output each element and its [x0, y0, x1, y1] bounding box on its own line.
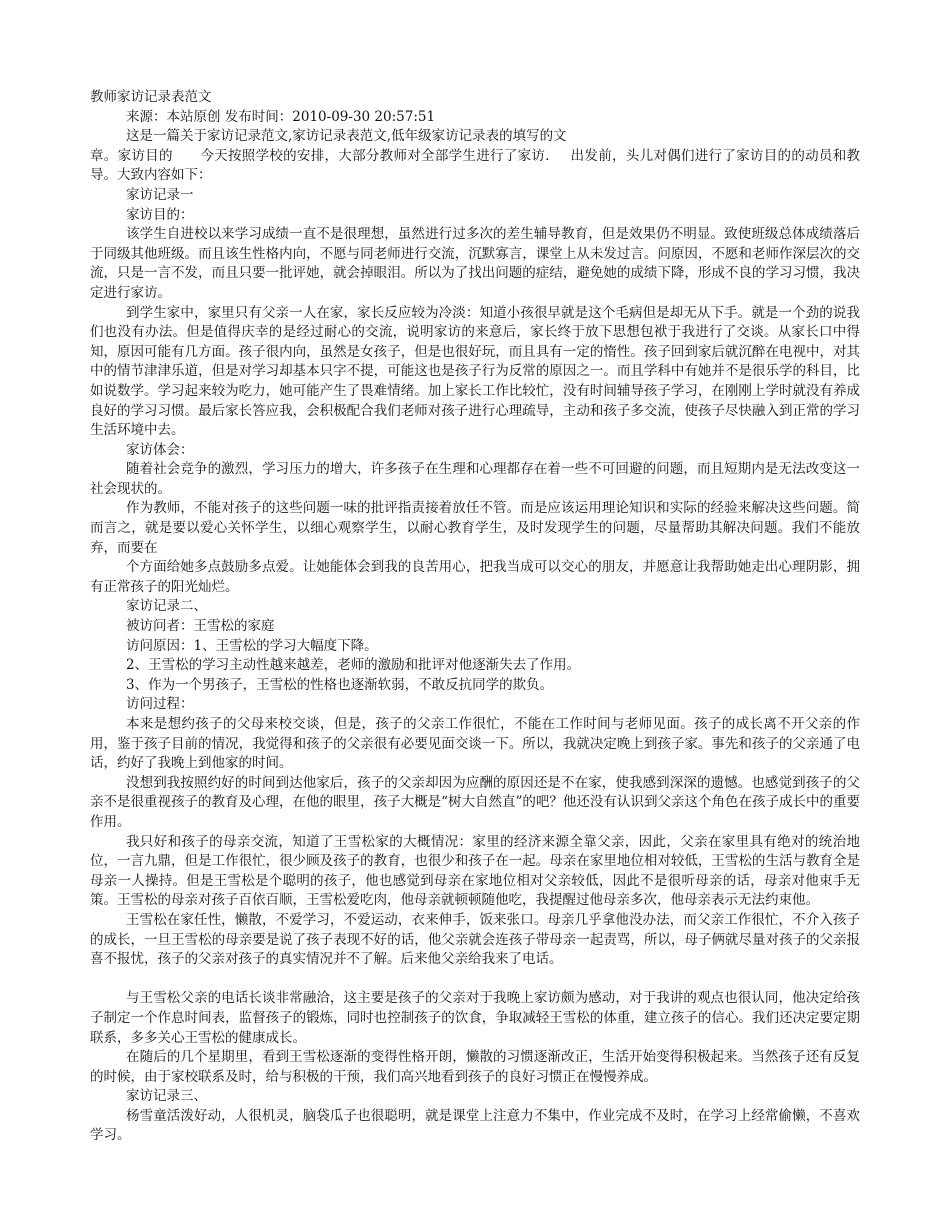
paragraph: 访问原因：1、王雪松的学习大幅度下降。 — [126, 637, 378, 654]
paragraph: 个方面给她多点鼓励多点爱。让她能体会到我的良苦用心，把我当成可以交心的朋友，并愿意让我帮助她走出心理阴影，拥有正常孩子的阳光灿烂。 — [90, 559, 860, 595]
subheading: 家访体会： — [126, 441, 194, 458]
paragraph: 章。家访目的 今天按照学校的安排，大部分教师对全部学生进行了家访． 出发前，头儿对偶们进行了家访目的的动员和教导。大致内容如下： — [90, 147, 860, 184]
paragraph: 本来是想约孩子的父母来校交谈，但是，孩子的父亲工作很忙，不能在工作时间与老师见面。孩子的成长离不开父亲的作用，鉴于孩子目前的情况，我觉得和孩子的父亲很有必要见面交谈一下。所以，我就决定晚上到孩子家。事先和孩子的父亲通了电话，约好了我晚上到他家的时间。 — [90, 716, 860, 772]
paragraph: 在随后的几个星期里，看到王雪松逐渐的变得性格开朗，懒散的习惯逐渐改正，生活开始变得积极起来。当然孩子还有反复的时候，由于家校联系及时，给与积极的干预，我们高兴地看到孩子的良好习惯正在慢慢养成。 — [90, 1049, 860, 1085]
paragraph: 我只好和孩子的母亲交流，知道了王雪松家的大概情况：家里的经济来源全靠父亲，因此，父亲在家里具有绝对的统治地位，一言九鼎，但是工作很忙，很少顾及孩子的教育，也很少和孩子在一起。母亲在家里地位相对较低，王雪松的生活与教育全是母亲一人操持。但是王雪松是个聪明的孩子，他也感觉到母亲在家地位相对父亲较低，因此不是很听母亲的话，母亲对他束手无策。王雪松的母亲对孩子百依百顺，王雪松爱吃肉，他母亲就顿顿随他吃，我提醒过他母亲多次，他母亲表示无法约束他。 — [90, 833, 860, 909]
source-line: 来源：本站原创 发布时间：2010-09-30 20:57:51 — [126, 108, 436, 125]
subheading: 家访目的： — [126, 206, 194, 223]
section-heading: 家访记录三、 — [126, 1088, 207, 1105]
section-heading: 家访记录二、 — [126, 598, 207, 615]
document-title: 教师家访记录表范文 — [90, 89, 212, 105]
paragraph: 作为教师，不能对孩子的这些问题一味的批评指责接着放任不管。而是应该运用理论知识和实际的经验来解决这些问题。简而言之，就是要以爱心关怀学生，以细心观察学生，以耐心教育学生，及时发现学生的问题，尽量帮助其解决问题。我们不能放弃，而要在 — [90, 500, 860, 556]
paragraph: 杨雪童活泼好动，人很机灵，脑袋瓜子也很聪明，就是课堂上注意力不集中，作业完成不及时，在学习上经常偷懒，不喜欢学习。 — [90, 1107, 860, 1144]
paragraph: 随着社会竞争的激烈，学习压力的增大，许多孩子在生理和心理都存在着一些不可回避的问题，而且短期内是无法改变这一社会现状的。 — [90, 461, 860, 497]
paragraph: 与王雪松父亲的电话长谈非常融洽，这主要是孩子的父亲对于我晚上家访颇为感动，对于我讲的观点也很认同，他决定给孩子制定一个作息时间表，监督孩子的锻炼，同时也控制孩子的饮食，争取减轻王雪松的体重，建立孩子的信心。我们还决定要定期联系，多多关心王雪松的健康成长。 — [90, 990, 860, 1046]
blank-line — [90, 970, 860, 990]
section-heading: 家访记录一 — [126, 186, 194, 203]
paragraph: 3、作为一个男孩子，王雪松的性格也逐渐软弱，不敢反抗同学的欺负。 — [126, 676, 554, 693]
paragraph: 被访问者：王雪松的家庭 — [126, 618, 275, 635]
paragraph: 到学生家中，家里只有父亲一人在家，家长反应较为冷淡：知道小孩很早就是这个毛病但是却无从下手。就是一个劲的说我们也没有办法。但是值得庆幸的是经过耐心的交流，说明家访的来意后，家长终于放下思想包袱于我进行了交谈。从家长口中得知，原因可能有几方面。孩子很内向，虽然是女孩子，但是也很好玩，而且具有一定的惰性。孩子回到家后就沉醉在电视中，对其中的情节津津乐道，但是对学习却基本只字不提，可能这也是孩子行为反常的原因之一。而且学科中有她并不是很乐学的科目，比如说数学。学习起来较为吃力，她可能产生了畏难情绪。加上家长工作比较忙，没有时间辅导孩子学习，在刚刚上学时就没有养成良好的学习习惯。最后家长答应我，会积极配合我们老师对孩子进行心理疏导，主动和孩子多交流，使孩子尽快融入到正常的学习生活环境中去。 — [90, 304, 860, 439]
paragraph: 该学生自进校以来学习成绩一直不是很理想，虽然进行过多次的差生辅导教育，但是效果仍不明显。致使班级总体成绩落后于同级其他班级。而且该生性格内向，不愿与同老师进行交流，沉默寡言，课堂上从未发过言。问原因，不愿和老师作深层次的交流，只是一言不发，而且只要一批评她，就会掉眼泪。所以为了找出问题的症结，避免她的成绩下降，形成不良的学习习惯，我决定进行家访。 — [90, 226, 860, 301]
paragraph: 没想到我按照约好的时间到达他家后，孩子的父亲却因为应酬的原因还是不在家，使我感到深深的遗憾。也感觉到孩子的父亲不是很重视孩子的教育及心理，在他的眼里，孩子大概是“树大自然直”的吧？他还没有认识到父亲这个角色在孩子成长中的重要作用。 — [90, 774, 860, 830]
intro-line: 这是一篇关于家访记录范文,家访记录表范文,低年级家访记录表的填写的文 — [126, 128, 567, 145]
subheading: 访问过程： — [126, 696, 194, 713]
paragraph: 2、王雪松的学习主动性越来越差，老师的激励和批评对他逐渐失去了作用。 — [126, 657, 581, 674]
paragraph: 王雪松在家任性，懒散，不爱学习，不爱运动，衣来伸手，饭来张口。母亲几乎拿他没办法，而父亲工作很忙，不介入孩子的成长，一旦王雪松的母亲要是说了孩子表现不好的话，他父亲就会连孩子带母亲一起责骂，所以，母子俩就尽量对孩子的父亲报喜不报忧，孩子的父亲对孩子的真实情况并不了解。后来他父亲给我来了电话。 — [90, 911, 860, 968]
